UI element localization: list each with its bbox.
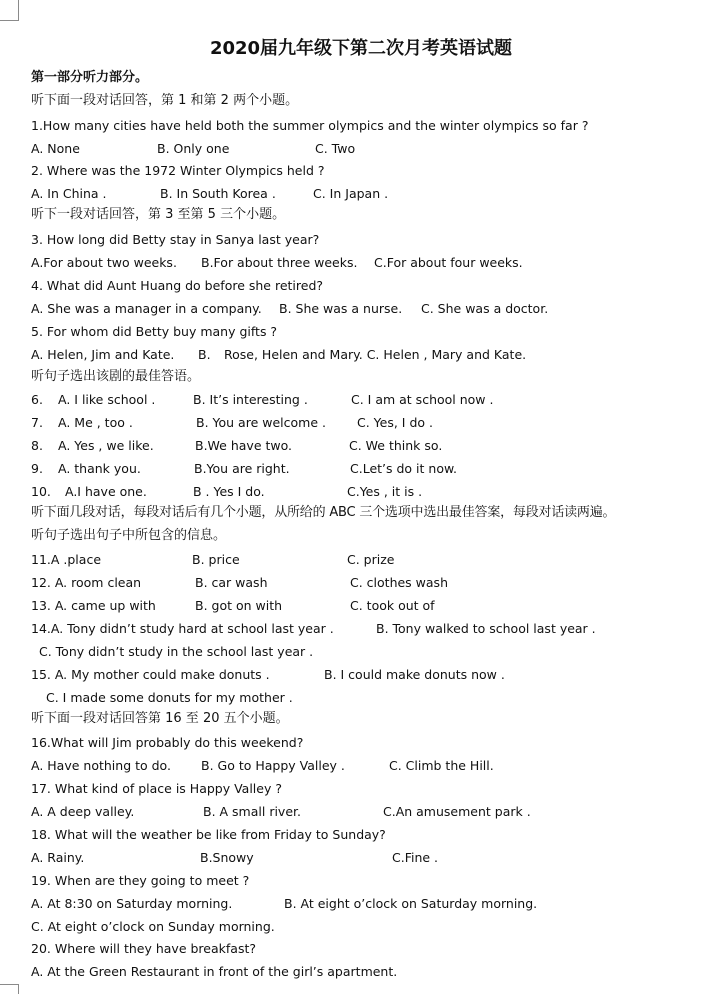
- q6-option-a: A. I like school .: [58, 392, 156, 407]
- question-3: 3. How long did Betty stay in Sanya last year?: [31, 232, 320, 247]
- instruction: 听下面一段对话回答第 16 至 20 五个小题。: [31, 711, 289, 726]
- q6-number: 6.: [31, 392, 43, 407]
- question-19: 19. When are they going to meet ?: [31, 873, 250, 888]
- q1-option-b: B. Only one: [157, 141, 230, 156]
- question-18: 18. What will the weather be like from Friday to Sunday?: [31, 827, 386, 842]
- q11-option-c: C. prize: [347, 552, 395, 567]
- q19-option-c: C. At eight o’clock on Sunday morning.: [31, 919, 275, 934]
- q14-option-c: C. Tony didn’t study in the school last year .: [39, 644, 314, 659]
- q5-option-a: A. Helen, Jim and Kate.: [31, 347, 175, 362]
- q12-option-a: 12. A. room clean: [31, 575, 142, 590]
- page-corner-mark-top: [0, 0, 19, 21]
- q18-option-a: A. Rainy.: [31, 850, 85, 865]
- q16-option-c: C. Climb the Hill.: [389, 758, 494, 773]
- q18-option-c: C.Fine .: [392, 850, 439, 865]
- q7-option-a: A. Me , too .: [58, 415, 133, 430]
- q4-option-c: C. She was a doctor.: [421, 301, 549, 316]
- q17-option-a: A. A deep valley.: [31, 804, 135, 819]
- question-20: 20. Where will they have breakfast?: [31, 941, 256, 956]
- q6-option-c: C. I am at school now .: [351, 392, 494, 407]
- q6-option-b: B. It’s interesting .: [193, 392, 308, 407]
- q7-number: 7.: [31, 415, 43, 430]
- q10-option-a: A.I have one.: [65, 484, 147, 499]
- q15-option-a: 15. A. My mother could make donuts .: [31, 667, 270, 682]
- q9-option-a: A. thank you.: [58, 461, 141, 476]
- q10-option-c: C.Yes , it is .: [347, 484, 423, 499]
- q20-option-a: A. At the Green Restaurant in front of the girl’s apartment.: [31, 964, 398, 979]
- q15-option-c: C. I made some donuts for my mother .: [46, 690, 293, 705]
- q8-option-c: C. We think so.: [349, 438, 443, 453]
- q12-option-b: B. car wash: [195, 575, 268, 590]
- q11-option-a: 11.A .place: [31, 552, 102, 567]
- q9-number: 9.: [31, 461, 43, 476]
- q7-option-b: B. You are welcome .: [196, 415, 326, 430]
- q5-option-b-c: Rose, Helen and Mary. C. Helen , Mary and Kate.: [224, 347, 527, 362]
- q7-option-c: C. Yes, I do .: [357, 415, 433, 430]
- instruction: 听下面几段对话，每段对话后有几个小题，从所给的 ABC 三个选项中选出最佳答案，每段对话读两遍。: [31, 505, 616, 520]
- q13-option-a: 13. A. came up with: [31, 598, 156, 613]
- q12-option-c: C. clothes wash: [350, 575, 448, 590]
- q10-option-b: B . Yes I do.: [193, 484, 265, 499]
- q19-option-a: A. At 8:30 on Saturday morning.: [31, 896, 233, 911]
- q3-option-b: B.For about three weeks.: [201, 255, 358, 270]
- section-heading: 第一部分听力部分。: [31, 70, 149, 85]
- instruction: 听下面一段对话回答，第 1 和第 2 两个小题。: [31, 93, 299, 108]
- q13-option-b: B. got on with: [195, 598, 283, 613]
- instruction: 听句子选出该剧的最佳答语。: [31, 369, 201, 384]
- q14-option-b: B. Tony walked to school last year .: [376, 621, 596, 636]
- q3-option-a: A.For about two weeks.: [31, 255, 177, 270]
- q4-option-a: A. She was a manager in a company.: [31, 301, 262, 316]
- q14-option-a: 14.A. Tony didn’t study hard at school last year .: [31, 621, 334, 636]
- q16-option-a: A. Have nothing to do.: [31, 758, 171, 773]
- q8-option-b: B.We have two.: [195, 438, 293, 453]
- q19-option-b: B. At eight o’clock on Saturday morning.: [284, 896, 538, 911]
- q1-option-a: A. None: [31, 141, 80, 156]
- q17-option-c: C.An amusement park .: [383, 804, 531, 819]
- q4-option-b: B. She was a nurse.: [279, 301, 403, 316]
- q16-option-b: B. Go to Happy Valley .: [201, 758, 345, 773]
- question-4: 4. What did Aunt Huang do before she retired?: [31, 278, 324, 293]
- question-2: 2. Where was the 1972 Winter Olympics held ?: [31, 163, 325, 178]
- q5-option-b: B.: [198, 347, 211, 362]
- q8-option-a: A. Yes , we like.: [58, 438, 154, 453]
- question-16: 16.What will Jim probably do this weekend?: [31, 735, 304, 750]
- q17-option-b: B. A small river.: [203, 804, 301, 819]
- q13-option-c: C. took out of: [350, 598, 435, 613]
- q10-number: 10.: [31, 484, 51, 499]
- q2-option-a: A. In China .: [31, 186, 107, 201]
- instruction: 听下一段对话回答，第 3 至第 5 三个小题。: [31, 207, 286, 222]
- q11-option-b: B. price: [192, 552, 240, 567]
- page-title: 2020届九年级下第二次月考英语试题: [209, 38, 513, 59]
- question-17: 17. What kind of place is Happy Valley ?: [31, 781, 282, 796]
- q1-option-c: C. Two: [315, 141, 356, 156]
- q8-number: 8.: [31, 438, 43, 453]
- question-5: 5. For whom did Betty buy many gifts ?: [31, 324, 278, 339]
- question-1: 1.How many cities have held both the summer olympics and the winter olympics so far ?: [31, 118, 589, 133]
- q9-option-b: B.You are right.: [194, 461, 290, 476]
- q2-option-c: C. In Japan .: [313, 186, 389, 201]
- q18-option-b: B.Snowy: [200, 850, 254, 865]
- q15-option-b: B. I could make donuts now .: [324, 667, 505, 682]
- q9-option-c: C.Let’s do it now.: [350, 461, 458, 476]
- q3-option-c: C.For about four weeks.: [374, 255, 523, 270]
- q2-option-b: B. In South Korea .: [160, 186, 276, 201]
- instruction: 听句子选出句子中所包含的信息。: [31, 528, 227, 543]
